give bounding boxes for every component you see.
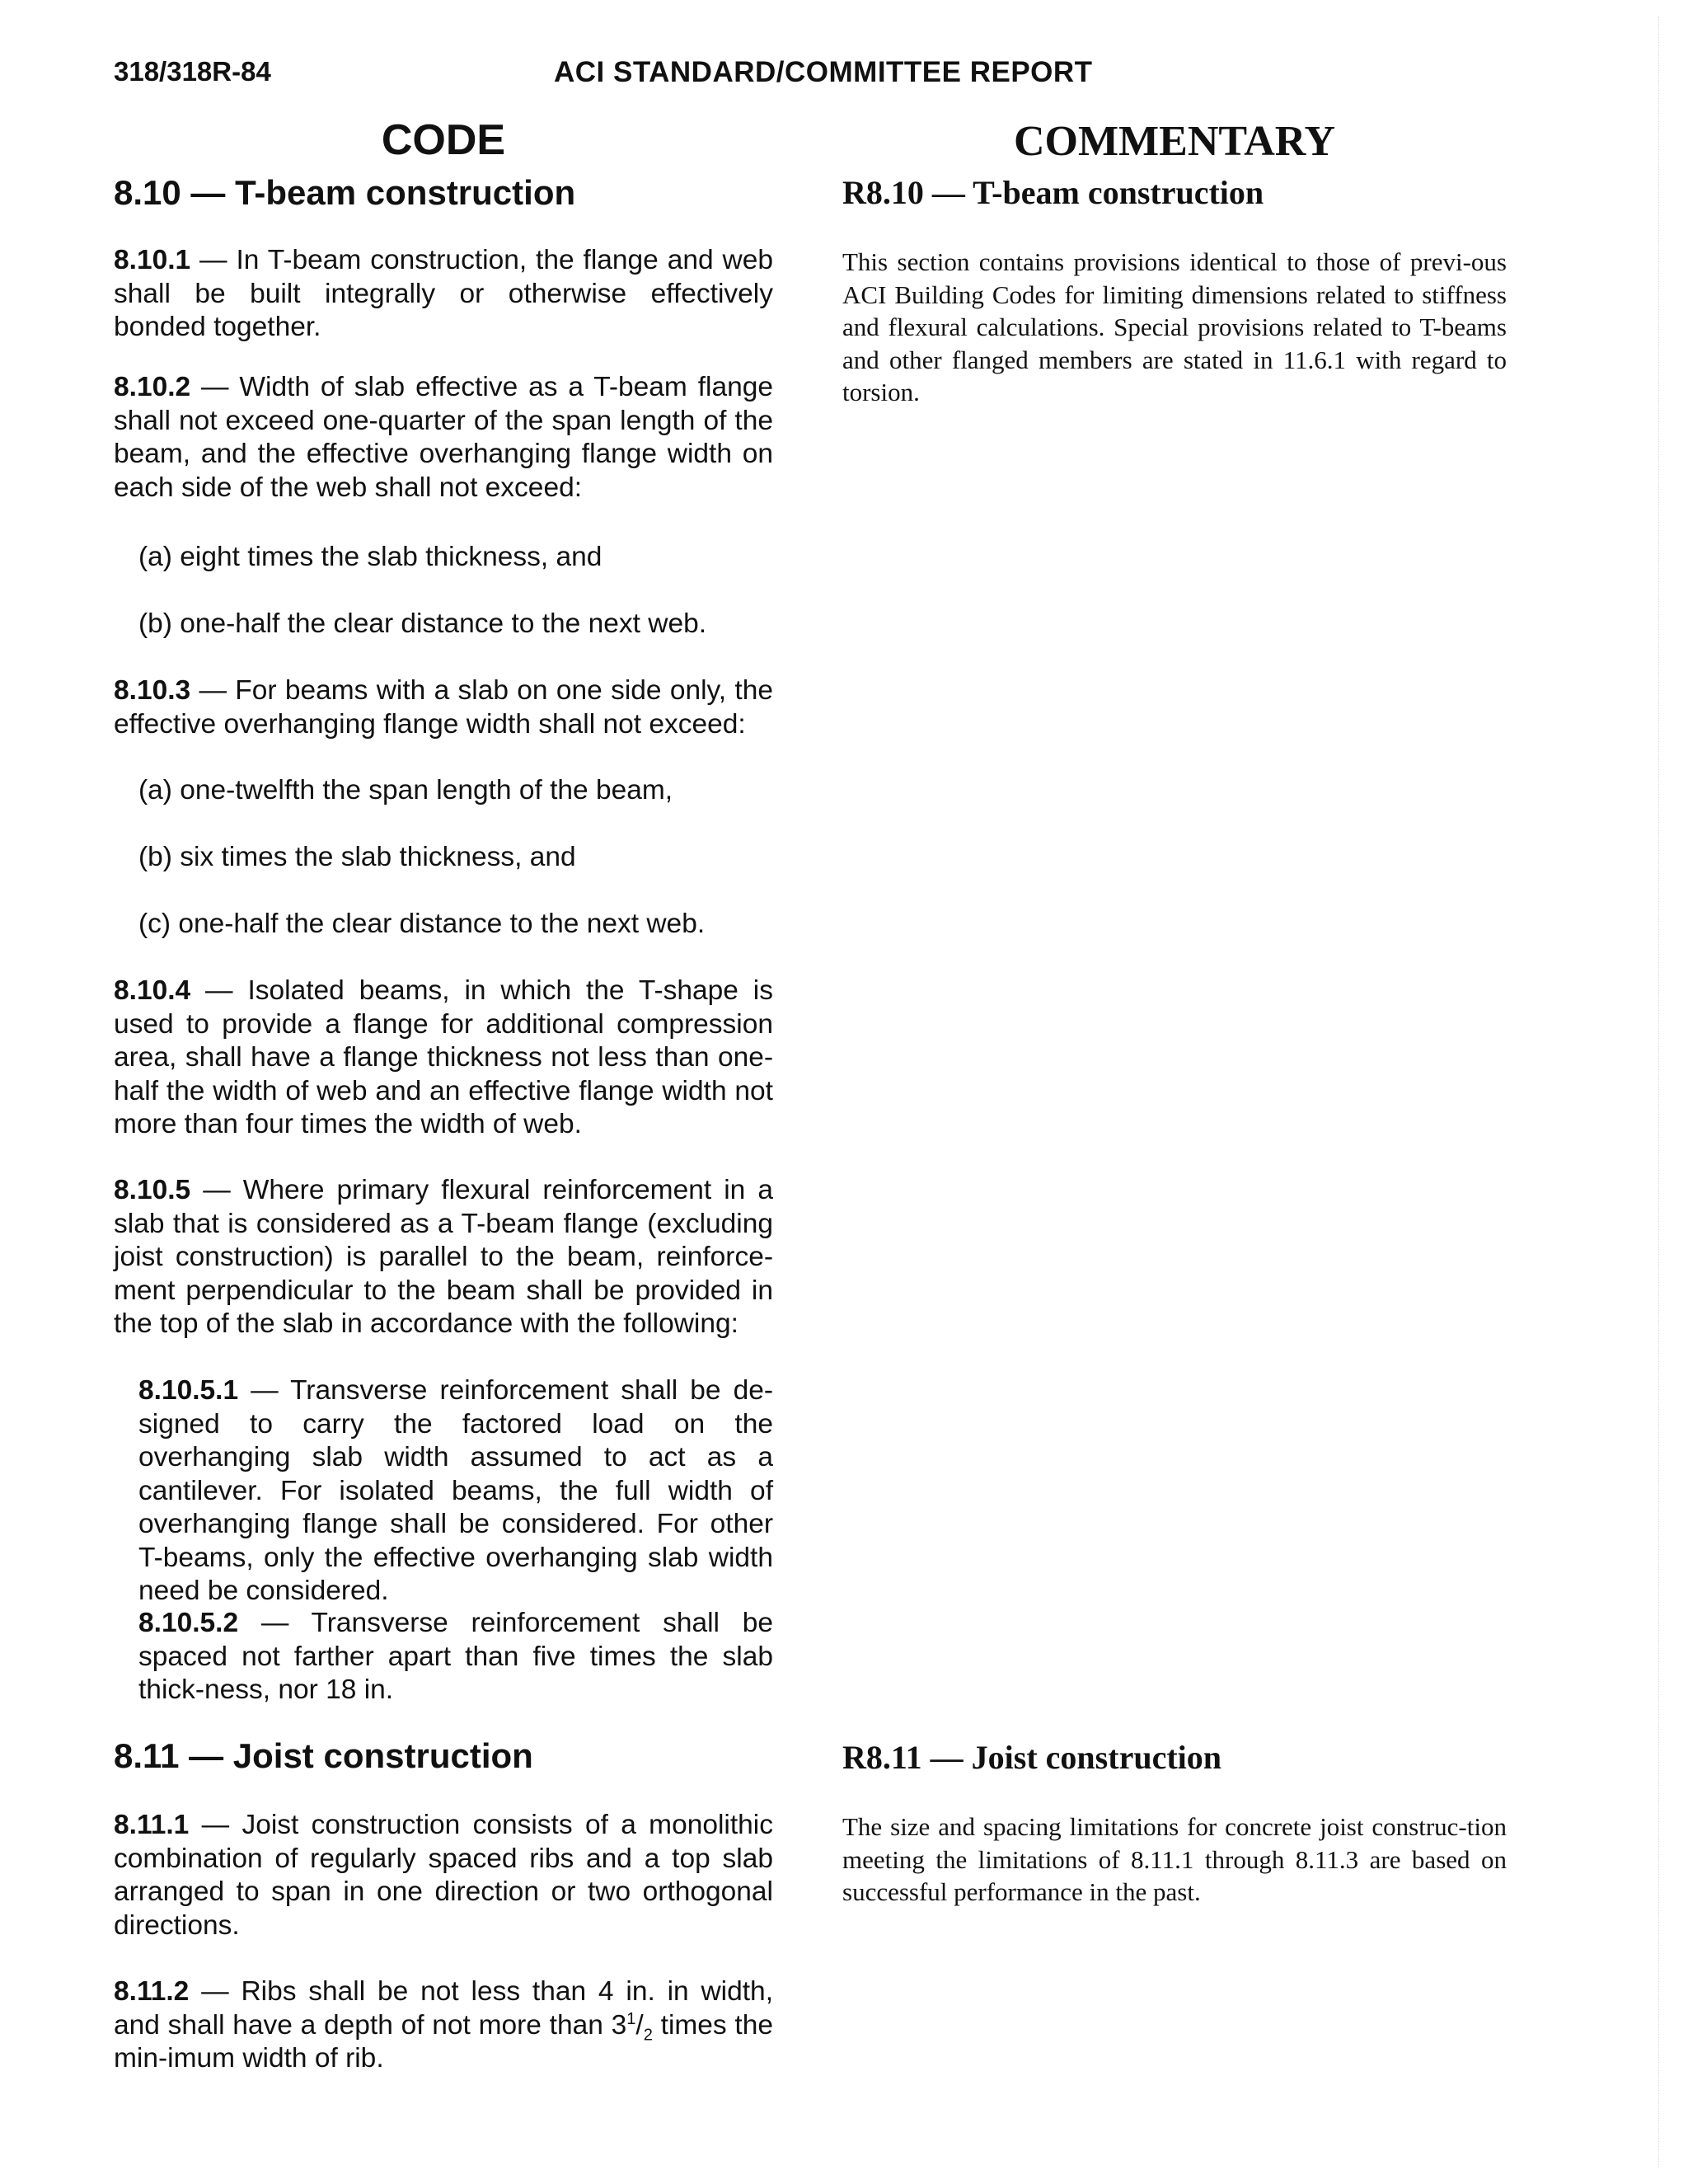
list-item-8-10-3-b: (b) six times the slab thickness, and [138, 842, 576, 872]
list-item-8-10-3-c: (c) one-half the clear distance to the next web. [138, 909, 706, 939]
paragraph-number: 8.10.4 [114, 975, 191, 1006]
paragraph-text: — Width of slab effective as a T-beam flange shall not exceed one-quarter of the span length of the beam, and the effective overhanging flange width on each side of the web shall not exceed: [114, 372, 773, 503]
paragraph-8-10-1 [114, 244, 773, 345]
paragraph-text: — Joist construction consists of a monolithic combination of regularly spaced ribs and a top slab arranged to span in one direction or two orthogonal directions. [114, 1810, 773, 1941]
paragraph-8-11-1 [114, 1809, 773, 1942]
paragraph-text: — Isolated beams, in which the T-shape is used to provide a flange for additional compression area, shall have a flange thickness not less than one-half the width of web and an effective flange width not more than four times the width of web. [114, 975, 773, 1139]
commentary-heading-r8-11: R8.11 — Joist construction [842, 1739, 1221, 1776]
paragraph-number: 8.10.2 [114, 372, 191, 402]
paragraph-number: 8.10.5.1 [138, 1375, 239, 1406]
paragraph-8-10-5-1 [138, 1374, 773, 1609]
commentary-paragraph-r8-10: This section contains provisions identical to those of previ-ous ACI Building Codes for limiting dimensions related to stiffness and flexural calculations. Special provisions related to T-beams and other flanged members are stated in 11.6.1 with regard to torsion. [842, 247, 1507, 406]
commentary-heading-r8-10: R8.10 — T-beam construction [842, 174, 1264, 211]
paragraph-number: 8.10.5.2 [138, 1608, 239, 1638]
paragraph-text: — Where primary flexural reinforcement in a slab that is considered as a T-beam flange (excluding joist construction) is parallel to the beam, reinforce-ment perpendicular to the beam shall be provided in the top of the slab in accordance with the following: [114, 1175, 773, 1339]
page-edge-line [1658, 16, 1659, 2168]
paragraph-8-10-3 [114, 674, 773, 741]
paragraph-text-continued: times the min-imum width of rib. [114, 2009, 773, 2074]
paragraph-8-10-5-2 [138, 1607, 773, 1707]
paragraph-text: — Transverse reinforcement shall be spaced not farther apart than five times the slab thick-ness, nor 18 in. [138, 1608, 773, 1705]
list-item-8-10-2-b: (b) one-half the clear distance to the next web. [138, 608, 707, 639]
paragraph-number: 8.11.2 [114, 1976, 190, 2007]
paragraph-8-10-4 [114, 975, 773, 1142]
paragraph-8-10-5 [114, 1174, 773, 1341]
paragraph-8-11-2: 8.11.2 — Ribs shall be not less than 4 in. in width, and shall have a depth of not more than $3^1/_2$ times the min-imum width of rib. [114, 1976, 773, 2074]
paragraph-text: — For beams with a slab on one side only, the effective overhanging flange width shall not exceed: [114, 675, 773, 740]
running-title: ACI STANDARD/COMMITTEE REPORT [554, 56, 1093, 88]
paragraph-number: 8.10.5 [114, 1175, 191, 1205]
commentary-column-heading: COMMENTARY [1013, 118, 1336, 165]
section-heading-8-10: 8.10 — T-beam construction [114, 173, 576, 212]
page-number: 318/318R-84 [114, 56, 271, 87]
paragraph-text: — Ribs shall be not less than 4 in. in width, and shall have a depth of not more than 3 [114, 1976, 773, 2041]
section-heading-8-11: 8.11 — Joist construction [114, 1736, 533, 1775]
paragraph-8-10-2 [114, 371, 773, 505]
paragraph-number: 8.10.3 [114, 675, 191, 706]
paragraph-text: — Transverse reinforcement shall be de-signed to carry the factored load on the overhanging slab width assumed to act as a cantilever. For isolated beams, the full width of overhanging flange shall be considered. For other T-beams, only the effective overhanging slab width need be considered. [138, 1375, 773, 1606]
code-column-heading: CODE [381, 116, 506, 164]
commentary-paragraph-r8-11: The size and spacing limitations for concrete joist construc-tion meeting the limitations of 8.11.1 through 8.11.3 are based on successful performance in the past. [842, 1812, 1507, 1906]
paragraph-number: 8.10.1 [114, 245, 191, 275]
fraction-numerator: 1 [626, 2009, 636, 2028]
list-item-8-10-3-a: (a) one-twelfth the span length of the beam, [138, 775, 673, 805]
paragraph-text: — In T-beam construction, the flange and web shall be built integrally or otherwise effectively bonded together. [114, 245, 773, 342]
fraction-denominator: 2 [643, 2026, 653, 2045]
paragraph-number: 8.11.1 [114, 1810, 190, 1840]
list-item-8-10-2-a: (a) eight times the slab thickness, and [138, 542, 603, 572]
